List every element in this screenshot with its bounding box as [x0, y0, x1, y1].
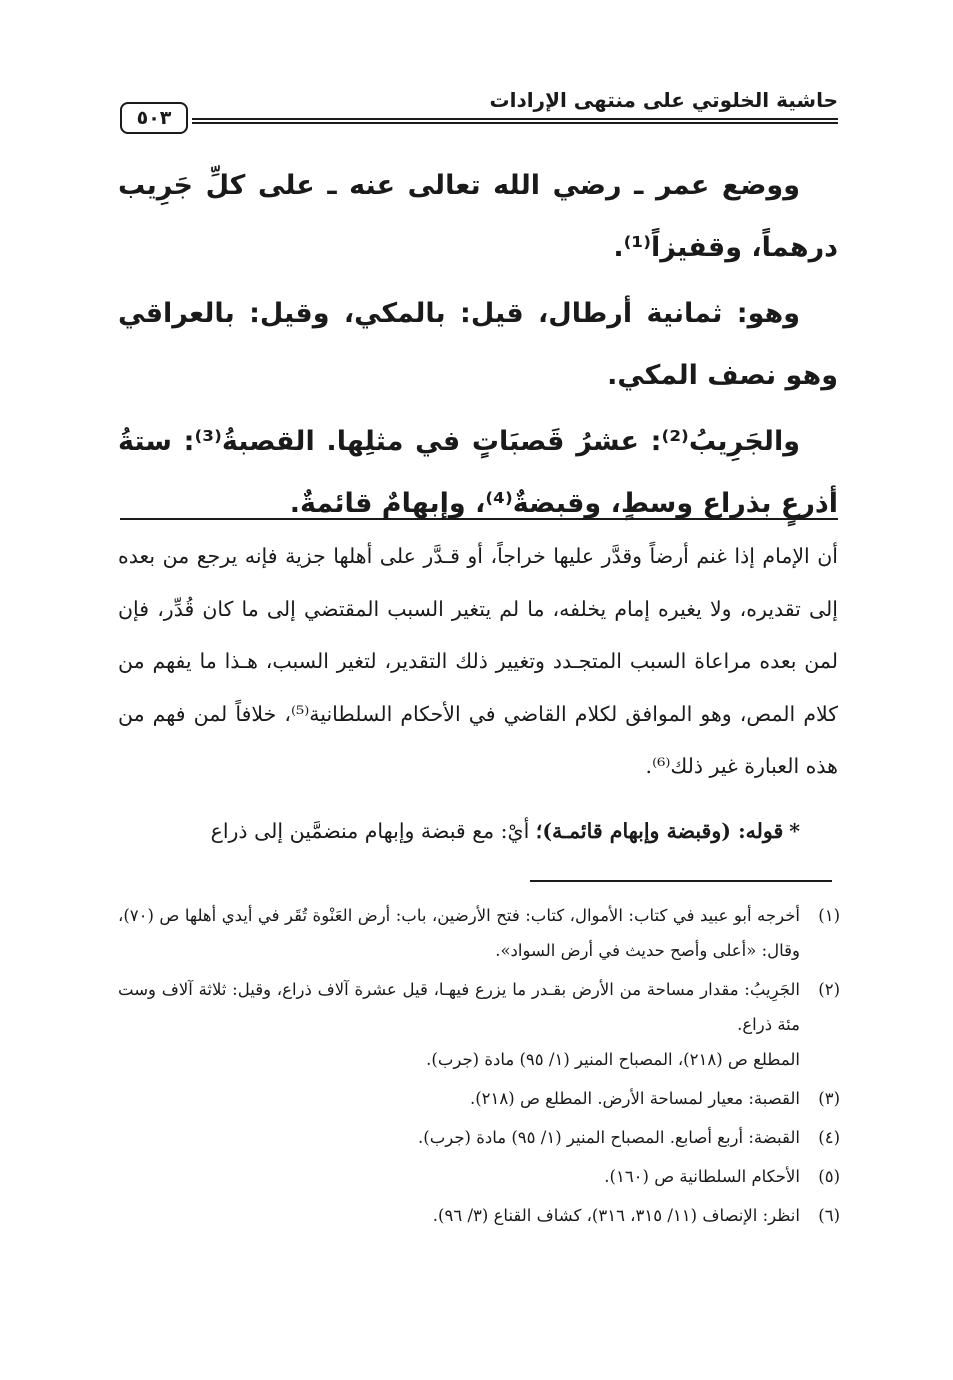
footnote-number: (٥) [818, 1167, 840, 1186]
footnote [118, 1081, 840, 1116]
main-paragraph-1: ووضع عمر ـ رضي الله تعالى عنه ـ على كلِّ جَرِيب درهماً، وقفيزاً⁽¹⁾. [118, 170, 838, 263]
text-commentary-divider [120, 518, 838, 520]
footnote [118, 1198, 840, 1233]
footnote-text: الأحكام السلطانية ص (١٦٠). [604, 1167, 800, 1186]
page-number-badge: ٥٠٣ [120, 102, 188, 134]
running-title: حاشية الخلوتي على منتهى الإرادات [489, 88, 838, 112]
qawl-label: قوله: (وقبضة وإبهام قائمـة)؛ [535, 818, 784, 843]
footnote-text: انظر: الإنصاف (١١/ ٣١٥، ٣١٦)، كشاف القناع (٣/ ٩٦). [432, 1206, 800, 1225]
footnotes-list [118, 898, 840, 1237]
footnote-text: الجَرِيبُ: مقدار مساحة من الأرض بقـدر ما يزرع فيهـا، قيل عشرة آلاف ذراع، وقيل: ثلاثة آلاف وست مئة ذراع. المطلع ص (٢١٨)، المصباح المنير (١/ ٩٥) مادة (جرب). [118, 972, 800, 1077]
main-text [118, 155, 838, 539]
star-marker: * [789, 818, 800, 843]
qawl-text: أيْ: مع قبضة وإبهام منضمَّين إلى ذراع [210, 818, 530, 843]
footnote-divider [530, 880, 832, 882]
running-header [120, 84, 838, 134]
footnote-number: (٤) [818, 1128, 840, 1147]
commentary-paragraph-1: أن الإمام إذا غنم أرضاً وقدَّر عليها خراجاً، أو قـدَّر على أهلها جزية فإنه يرجع من بعده إلى تقديره، ولا يغيره إمام يخلفه، ما لم يتغير السبب المقتضي إلى ما كان قُدِّر، فإن لمن بعده مراعاة السبب المتجـدد وتغيير ذلك التقدير، لتغير السبب، هـذا ما يفهم من كلام المص، وهو الموافق لكلام القاضي في الأحكام السلطانية⁽⁵⁾، خلافاً لمن فهم من هذه العبارة غير ذلك⁽⁶⁾. [118, 544, 838, 778]
footnote-source: المطلع ص (٢١٨)، المصباح المنير (١/ ٩٥) مادة (جرب). [426, 1050, 800, 1069]
footnote [118, 1120, 840, 1155]
main-paragraph-3: والجَرِيبُ⁽²⁾: عشرُ قَصبَاتٍ في مثلِها. القصبةُ⁽³⁾: ستةُ أذرعٍ بذراع وسطٍ، وقبضةٌ⁽⁴⁾، وإبهامٌ قائمةٌ. [118, 426, 838, 519]
footnote-number: (١) [818, 906, 840, 925]
footnote-text: القصبة: معيار لمساحة الأرض. المطلع ص (٢١٨). [469, 1089, 800, 1108]
commentary-qawl-line [118, 805, 838, 857]
footnote-number: (٦) [818, 1206, 840, 1225]
footnote [118, 972, 840, 1077]
footnote-text: القبضة: أربع أصابع. المصباح المنير (١/ ٩٥) مادة (جرب). [418, 1128, 800, 1147]
header-double-rule [192, 118, 838, 124]
main-paragraph-2: وهو: ثمانية أرطال، قيل: بالمكي، وقيل: بالعراقي وهو نصف المكي. [118, 298, 838, 391]
footnote-text: أخرجه أبو عبيد في كتاب: الأموال، كتاب: فتح الأرضين، باب: أرض العَنْوة تُقَر في أيدي أهلها ص (٧٠)، وقال: «أعلى وأصح حديث في أرض السواد». [118, 906, 800, 960]
footnote-number: (٢) [818, 980, 840, 999]
commentary-section [118, 530, 838, 857]
footnote [118, 898, 840, 968]
footnote [118, 1159, 840, 1194]
footnote-number: (٣) [818, 1089, 840, 1108]
